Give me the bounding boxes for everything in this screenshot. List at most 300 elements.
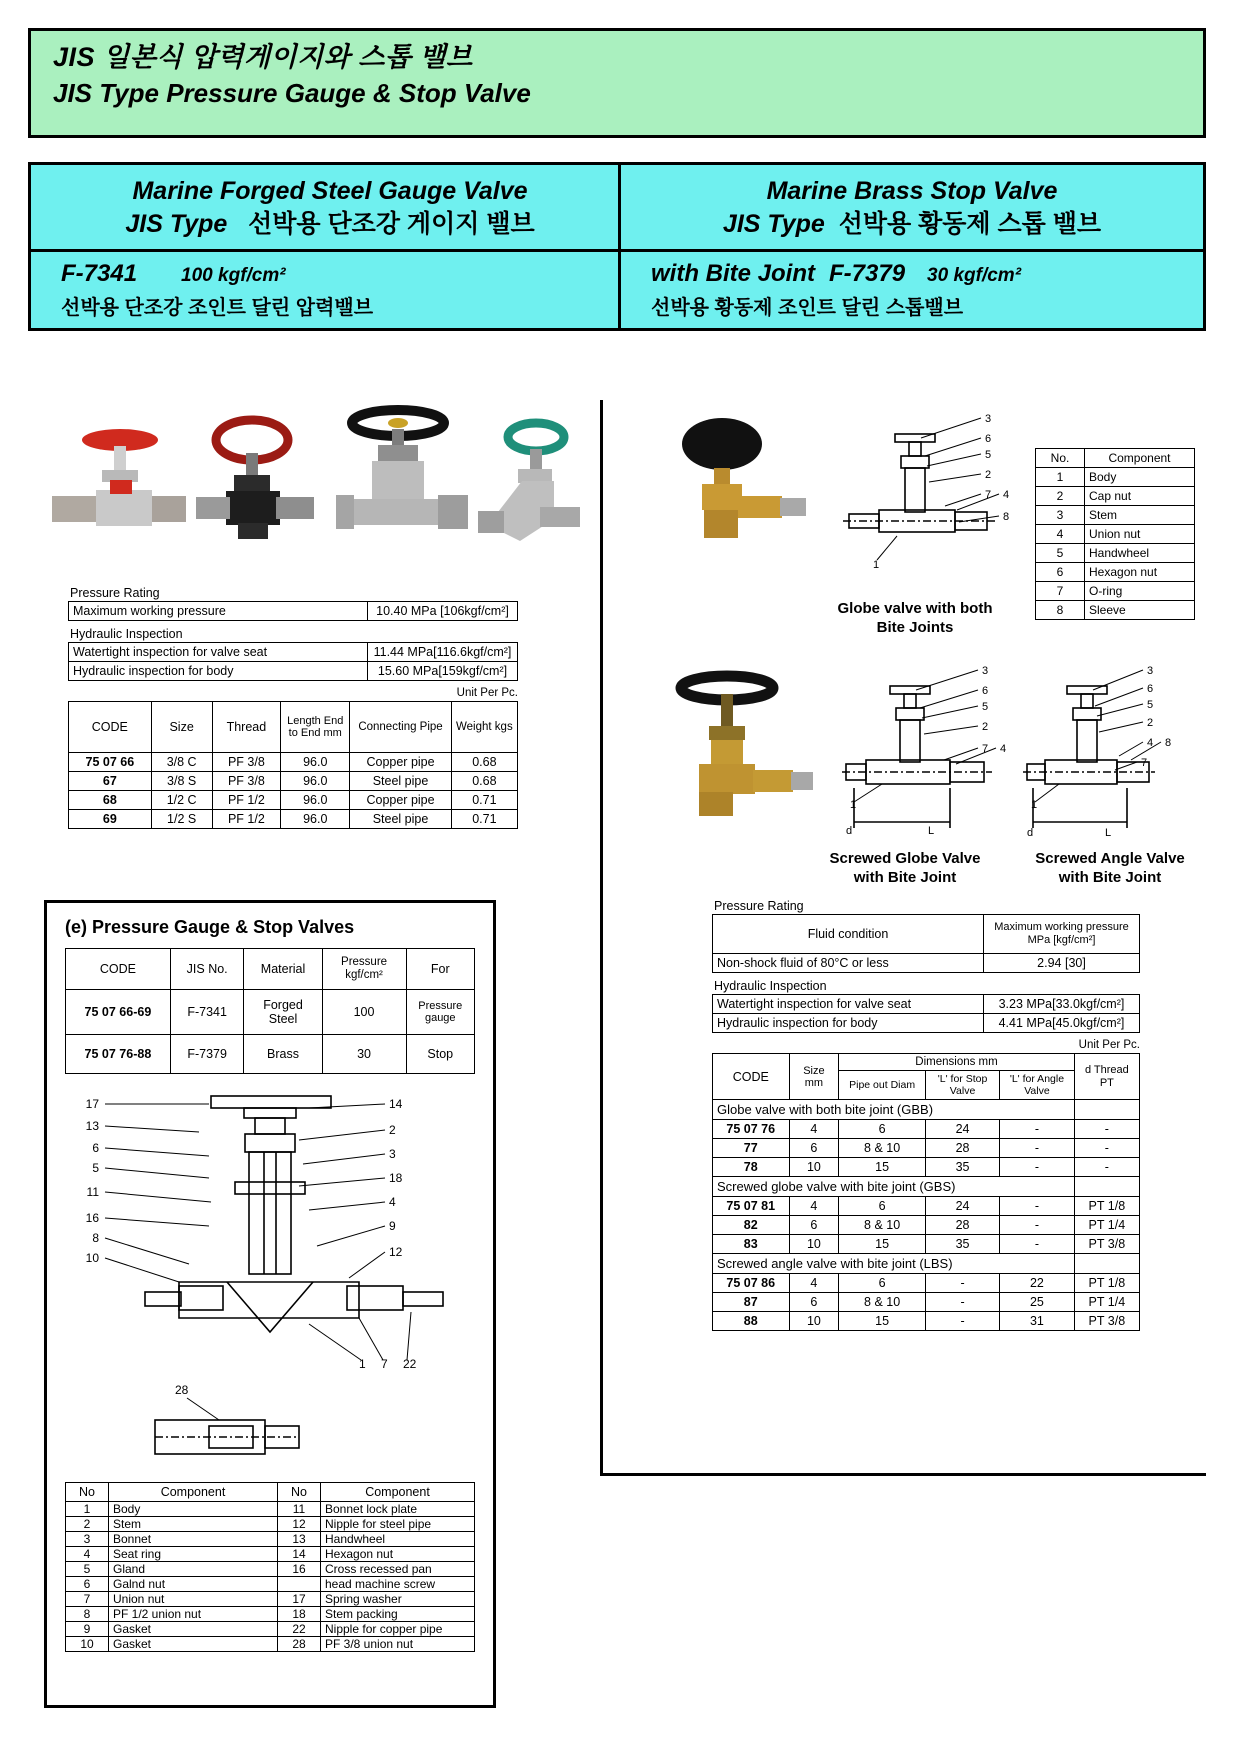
cell: 17 (278, 1592, 321, 1607)
right-hydraulic-caption: Hydraulic Inspection (714, 979, 827, 993)
callout-6: 6 (92, 1141, 99, 1155)
cell: 6 (789, 1216, 839, 1235)
cell: PF 1/2 union nut (109, 1607, 278, 1622)
cell: 24 (925, 1120, 999, 1139)
cell: 24 (925, 1197, 999, 1216)
col-header: CODE (713, 1054, 790, 1100)
cell: Stem (1085, 506, 1195, 525)
right-title-box (618, 162, 1206, 252)
cell: - (1000, 1197, 1075, 1216)
cell: 75 07 86 (713, 1274, 790, 1293)
cell: 96.0 (281, 810, 350, 829)
cell: 10 (789, 1312, 839, 1331)
cell: 8 (66, 1607, 109, 1622)
table-row (713, 1216, 1140, 1235)
callout-7: 7 (982, 743, 989, 755)
fig-screwed-globe-bite-joint (820, 660, 1020, 850)
cell: 13 (278, 1532, 321, 1547)
callout-17: 17 (85, 1097, 99, 1111)
callout-28: 28 (175, 1383, 189, 1397)
cell: 83 (713, 1235, 790, 1254)
table-row (713, 1014, 1140, 1033)
cell: - (1074, 1139, 1139, 1158)
cell: 8 (1036, 601, 1085, 620)
dim-L: L (1105, 827, 1112, 839)
table-row (713, 1274, 1140, 1293)
left-title-line2 (31, 208, 629, 242)
cell: 10 (789, 1235, 839, 1254)
cell: Spring washer (321, 1592, 475, 1607)
table-row (69, 662, 518, 681)
cell: - (1074, 1158, 1139, 1177)
callout-2: 2 (1147, 717, 1154, 729)
left-title-kr: 선박용 단조강 게이지 밸브 (248, 209, 535, 238)
gauge-valve-cutaway (59, 1086, 487, 1386)
col-header: For (406, 949, 474, 990)
cell: 68 (69, 791, 152, 810)
cell: PT 3/8 (1074, 1235, 1139, 1254)
group-label: Screwed globe valve with bite joint (GBS) (713, 1177, 1075, 1197)
fig3-caption (1000, 850, 1220, 888)
col-header-group: Dimensions mm (839, 1054, 1074, 1071)
callout-8: 8 (1165, 737, 1172, 749)
cell: 12 (278, 1517, 321, 1532)
callout-6: 6 (985, 433, 992, 445)
cell: 28 (925, 1216, 999, 1235)
callout-6: 6 (982, 685, 989, 697)
cell: 0.71 (451, 791, 517, 810)
cell: 15 (839, 1235, 926, 1254)
fig3-drawing (1015, 660, 1215, 850)
col-header: 'L' for Angle Valve (1000, 1071, 1075, 1100)
table-row (66, 1502, 475, 1517)
cell: 88 (713, 1312, 790, 1331)
fig1-caption-line2: Bite Joints (876, 618, 954, 636)
cell: 4 (66, 1547, 109, 1562)
left-pressure-rating-caption: Pressure Rating (70, 586, 160, 600)
dim-L: L (928, 825, 935, 837)
col-header: Length End to End mm (281, 702, 350, 753)
fig2-drawing (820, 660, 1020, 850)
cell: 8 & 10 (839, 1139, 926, 1158)
cell: 10 (789, 1158, 839, 1177)
cell: 3 (66, 1532, 109, 1547)
callout-5: 5 (982, 701, 989, 713)
group-label: Globe valve with both bite joint (GBB) (713, 1100, 1075, 1120)
cell: Pressure gauge (406, 990, 474, 1035)
cell: 1 (66, 1502, 109, 1517)
valve-photo-1 (40, 410, 190, 570)
right-title-en: JIS Type (722, 209, 825, 238)
cell: Hexagon nut (1085, 563, 1195, 582)
callout-1: 1 (873, 559, 880, 571)
cell: 15 (839, 1312, 926, 1331)
table-row (1036, 544, 1195, 563)
cell: Gasket (109, 1622, 278, 1637)
cell: - (925, 1274, 999, 1293)
cell: Bonnet lock plate (321, 1502, 475, 1517)
table-row (66, 990, 475, 1035)
cell: 31 (1000, 1312, 1075, 1331)
table-row (66, 1035, 475, 1074)
col-header: Material (244, 949, 322, 990)
cell: 75 07 76-88 (66, 1035, 171, 1074)
cell: 0.68 (451, 753, 517, 772)
callout-5: 5 (92, 1161, 99, 1175)
cell: 6 (839, 1274, 926, 1293)
fig-globe-both-bite-joints (825, 410, 1025, 585)
table-row (66, 1547, 475, 1562)
cell: Hydraulic inspection for body (713, 1014, 984, 1033)
cell: PF 1/2 (212, 810, 281, 829)
panel-component-table (65, 1482, 475, 1652)
cell: PT 1/4 (1074, 1293, 1139, 1312)
right-code-box (618, 252, 1206, 331)
cell: 9 (66, 1622, 109, 1637)
cell: 96.0 (281, 753, 350, 772)
cell: 82 (713, 1216, 790, 1235)
table-row (1036, 525, 1195, 544)
panel-pressure-gauge-stop-valves (44, 900, 496, 1708)
left-title-en: JIS Type (125, 209, 228, 238)
fig3-caption-line2: with Bite Joint (1058, 868, 1162, 886)
valve-photo-3 (320, 395, 480, 565)
cell: 4 (789, 1274, 839, 1293)
callout-4: 4 (1147, 737, 1154, 749)
table-header-row (66, 1483, 475, 1502)
cell: 2 (66, 1517, 109, 1532)
cell: - (1000, 1235, 1075, 1254)
callout-13: 13 (85, 1119, 99, 1133)
table-row (713, 954, 1140, 973)
cell: PT 1/4 (1074, 1216, 1139, 1235)
cell: 11 (278, 1502, 321, 1517)
table-row (713, 1139, 1140, 1158)
callout-22: 22 (403, 1357, 417, 1371)
cell: - (925, 1312, 999, 1331)
left-code-kr: 선박용 단조강 조인트 달린 압력밸브 (61, 297, 374, 320)
cell: 6 (789, 1293, 839, 1312)
cell: 3/8 S (151, 772, 212, 791)
cell: PT 1/8 (1074, 1274, 1139, 1293)
cell: Handwheel (321, 1532, 475, 1547)
col-header: Maximum working pressure MPa [kgf/cm²] (984, 915, 1140, 954)
cell: 96.0 (281, 791, 350, 810)
table-row (69, 772, 518, 791)
cell: 18 (278, 1607, 321, 1622)
cell: Copper pipe (350, 753, 451, 772)
cell: Body (1085, 468, 1195, 487)
col-header: Thread (212, 702, 281, 753)
fig1-caption-line1: Globe valve with both (837, 600, 993, 617)
callout-18: 18 (389, 1171, 403, 1185)
cell: PF 3/8 union nut (321, 1637, 475, 1652)
callout-3: 3 (985, 413, 992, 425)
cell: Body (109, 1502, 278, 1517)
table-group-row (713, 1100, 1140, 1120)
fig1-caption (800, 600, 1030, 638)
cell: 4 (789, 1120, 839, 1139)
cell: 22 (278, 1622, 321, 1637)
cell: - (925, 1293, 999, 1312)
callout-9: 9 (389, 1219, 396, 1233)
cell: 1/2 S (151, 810, 212, 829)
cell: Gasket (109, 1637, 278, 1652)
cell: 75 07 66-69 (66, 990, 171, 1035)
cell: 2.94 [30] (984, 954, 1140, 973)
union-nut-detail (59, 1380, 487, 1476)
table-header-row (1036, 449, 1195, 468)
col-header: Fluid condition (713, 915, 984, 954)
table-row (69, 643, 518, 662)
right-pressure-rating-caption: Pressure Rating (714, 899, 804, 913)
col-header: Connecting Pipe (350, 702, 451, 753)
left-title-box (28, 162, 632, 252)
table-row (66, 1517, 475, 1532)
cell: 5 (1036, 544, 1085, 563)
cell: F-7379 (170, 1035, 244, 1074)
cell: 1 (1036, 468, 1085, 487)
fig3-caption-line1: Screwed Angle Valve (1035, 850, 1185, 867)
cell: 96.0 (281, 772, 350, 791)
right-pressure: 30 kgf/cm² (927, 265, 1022, 287)
table-row (66, 1622, 475, 1637)
left-hydraulic-table (68, 642, 518, 681)
table-row (1036, 506, 1195, 525)
cell: 35 (925, 1158, 999, 1177)
col-header: Size mm (789, 1054, 839, 1100)
col-header: Weight kgs (451, 702, 517, 753)
right-unit-note: Unit Per Pc. (1078, 1039, 1140, 1051)
table-row (1036, 582, 1195, 601)
cell: 75 07 76 (713, 1120, 790, 1139)
brass-valve-photo-2 (655, 660, 815, 830)
right-code-kr: 선박용 황동제 조인트 달린 스톱밸브 (651, 297, 964, 320)
right-column (618, 162, 1206, 331)
cell: Brass (244, 1035, 322, 1074)
cell: Hydraulic inspection for body (69, 662, 368, 681)
cell: 4 (1036, 525, 1085, 544)
cell: 75 07 81 (713, 1197, 790, 1216)
callout-6: 6 (1147, 683, 1154, 695)
col-header: CODE (69, 702, 152, 753)
cell: Union nut (109, 1592, 278, 1607)
cell: 28 (925, 1139, 999, 1158)
col-header: No (66, 1483, 109, 1502)
right-pressure-rating-table (712, 914, 1140, 973)
cell: Union nut (1085, 525, 1195, 544)
cell: 6 (66, 1577, 109, 1592)
callout-11: 11 (86, 1185, 99, 1199)
valve-photo-4 (470, 415, 610, 575)
left-title-line1: Marine Forged Steel Gauge Valve (132, 177, 528, 205)
table-header-row (69, 702, 518, 753)
cell: 11.44 MPa[116.6kgf/cm²] (368, 643, 518, 662)
cell: Sleeve (1085, 601, 1195, 620)
cell: 3.23 MPa[33.0kgf/cm²] (984, 995, 1140, 1014)
cell: 6 (789, 1139, 839, 1158)
cell: PT 3/8 (1074, 1312, 1139, 1331)
cell: 35 (925, 1235, 999, 1254)
col-header: CODE (66, 949, 171, 990)
cell: Bonnet (109, 1532, 278, 1547)
cell: 75 07 66 (69, 753, 152, 772)
cell: 6 (839, 1197, 926, 1216)
right-component-table-wrap (1035, 448, 1195, 620)
header-title-kr: JIS 일본식 압력게이지와 스톱 밸브 (53, 42, 473, 72)
callout-1: 1 (359, 1357, 366, 1371)
left-column (28, 162, 632, 331)
cell: Stem (109, 1517, 278, 1532)
cell: 6 (1036, 563, 1085, 582)
table-row (1036, 468, 1195, 487)
cell: Seat ring (109, 1547, 278, 1562)
panel-summary-table (65, 948, 475, 1074)
callout-1: 1 (850, 799, 857, 811)
cell: 100 (322, 990, 406, 1035)
callout-3: 3 (1147, 665, 1154, 677)
cell: Handwheel (1085, 544, 1195, 563)
cell: 87 (713, 1293, 790, 1312)
header-title-en: JIS Type Pressure Gauge & Stop Valve (53, 77, 531, 108)
cell: Watertight inspection for valve seat (69, 643, 368, 662)
right-code-lead: with Bite Joint (651, 260, 815, 288)
cell: Steel pipe (350, 772, 451, 791)
cell: 15.60 MPa[159kgf/cm²] (368, 662, 518, 681)
cell: 16 (278, 1562, 321, 1577)
cell: PF 3/8 (212, 772, 281, 791)
callout-10: 10 (85, 1251, 99, 1265)
cell: 6 (839, 1120, 926, 1139)
table-row (66, 1562, 475, 1577)
cell: Copper pipe (350, 791, 451, 810)
cell: - (1000, 1216, 1075, 1235)
dim-d: d (846, 825, 853, 837)
callout-8: 8 (1003, 511, 1010, 523)
cell: PT 1/8 (1074, 1197, 1139, 1216)
left-pressure-rating (68, 585, 518, 829)
cell: 30 (322, 1035, 406, 1074)
cell: 10 (66, 1637, 109, 1652)
cell: - (1074, 1120, 1139, 1139)
col-header: Pipe out Diam (839, 1071, 926, 1100)
col-header: 'L' for Stop Valve (925, 1071, 999, 1100)
cell: PF 1/2 (212, 791, 281, 810)
right-code: F-7379 (829, 260, 906, 288)
table-row (66, 1532, 475, 1547)
cell: Watertight inspection for valve seat (713, 995, 984, 1014)
left-unit-note: Unit Per Pc. (456, 687, 518, 699)
callout-7: 7 (381, 1357, 388, 1371)
cell: Nipple for steel pipe (321, 1517, 475, 1532)
table-row (66, 1637, 475, 1652)
cell: 8 & 10 (839, 1216, 926, 1235)
cell: 7 (1036, 582, 1085, 601)
cell: Stop (406, 1035, 474, 1074)
table-row (1036, 563, 1195, 582)
table-row (713, 1312, 1140, 1331)
left-code-box (28, 252, 632, 331)
cell: Hexagon nut (321, 1547, 475, 1562)
table-group-row (713, 1254, 1140, 1274)
left-hydraulic-caption: Hydraulic Inspection (70, 627, 183, 641)
fig2-caption-line1: Screwed Globe Valve (829, 850, 981, 867)
table-row (66, 1592, 475, 1607)
callout-2: 2 (389, 1123, 396, 1137)
cell: 0.71 (451, 810, 517, 829)
cell (278, 1577, 321, 1592)
callout-4: 4 (1003, 489, 1010, 501)
cell: 25 (1000, 1293, 1075, 1312)
cell: Gland (109, 1562, 278, 1577)
brass-valve-photo-1 (660, 410, 820, 570)
right-title-line2 (621, 208, 1203, 242)
table-row (713, 1235, 1140, 1254)
fig1-drawing (825, 410, 1025, 585)
cell: Cap nut (1085, 487, 1195, 506)
page-header (28, 28, 1206, 138)
right-dimension-table (712, 1053, 1140, 1331)
panel-detail-28 (59, 1380, 481, 1476)
callout-7: 7 (1141, 757, 1148, 769)
cell: 69 (69, 810, 152, 829)
callout-2: 2 (985, 469, 992, 481)
col-header: Component (1085, 449, 1195, 468)
cell: 77 (713, 1139, 790, 1158)
cell: Cross recessed pan (321, 1562, 475, 1577)
table-row (66, 1607, 475, 1622)
table-row (1036, 487, 1195, 506)
dim-d: d (1027, 827, 1034, 839)
cell: 4.41 MPa[45.0kgf/cm²] (984, 1014, 1140, 1033)
right-pressure-rating (712, 898, 1140, 1331)
col-header: No (278, 1483, 321, 1502)
table-row (713, 995, 1140, 1014)
callout-12: 12 (389, 1245, 403, 1259)
col-header: No. (1036, 449, 1085, 468)
right-component-table (1035, 448, 1195, 620)
table-header-row (713, 915, 1140, 954)
cell: F-7341 (170, 990, 244, 1035)
table-row (713, 1120, 1140, 1139)
left-product-photos (30, 405, 610, 565)
cell: 78 (713, 1158, 790, 1177)
cell: 5 (66, 1562, 109, 1577)
table-row (69, 791, 518, 810)
cell: O-ring (1085, 582, 1195, 601)
fig2-caption (795, 850, 1015, 888)
callout-7: 7 (985, 489, 992, 501)
cell: 14 (278, 1547, 321, 1562)
panel-title: (e) Pressure Gauge & Stop Valves (65, 917, 355, 937)
cell: 22 (1000, 1274, 1075, 1293)
col-header: Component (321, 1483, 475, 1502)
cell: 8 & 10 (839, 1293, 926, 1312)
callout-4: 4 (1000, 743, 1007, 755)
table-row (1036, 601, 1195, 620)
right-title-kr: 선박용 황동제 스톱 밸브 (838, 209, 1102, 238)
col-header: Pressure kgf/cm² (322, 949, 406, 990)
cell: 0.68 (451, 772, 517, 791)
table-row (713, 1158, 1140, 1177)
cell: 4 (789, 1197, 839, 1216)
left-pressure: 100 kgf/cm² (181, 265, 286, 287)
fig-screwed-angle-bite-joint (1015, 660, 1215, 850)
cell: 2 (1036, 487, 1085, 506)
left-code: F-7341 (61, 260, 138, 288)
cell: 10.40 MPa [106kgf/cm²] (368, 602, 518, 621)
cell: 28 (278, 1637, 321, 1652)
